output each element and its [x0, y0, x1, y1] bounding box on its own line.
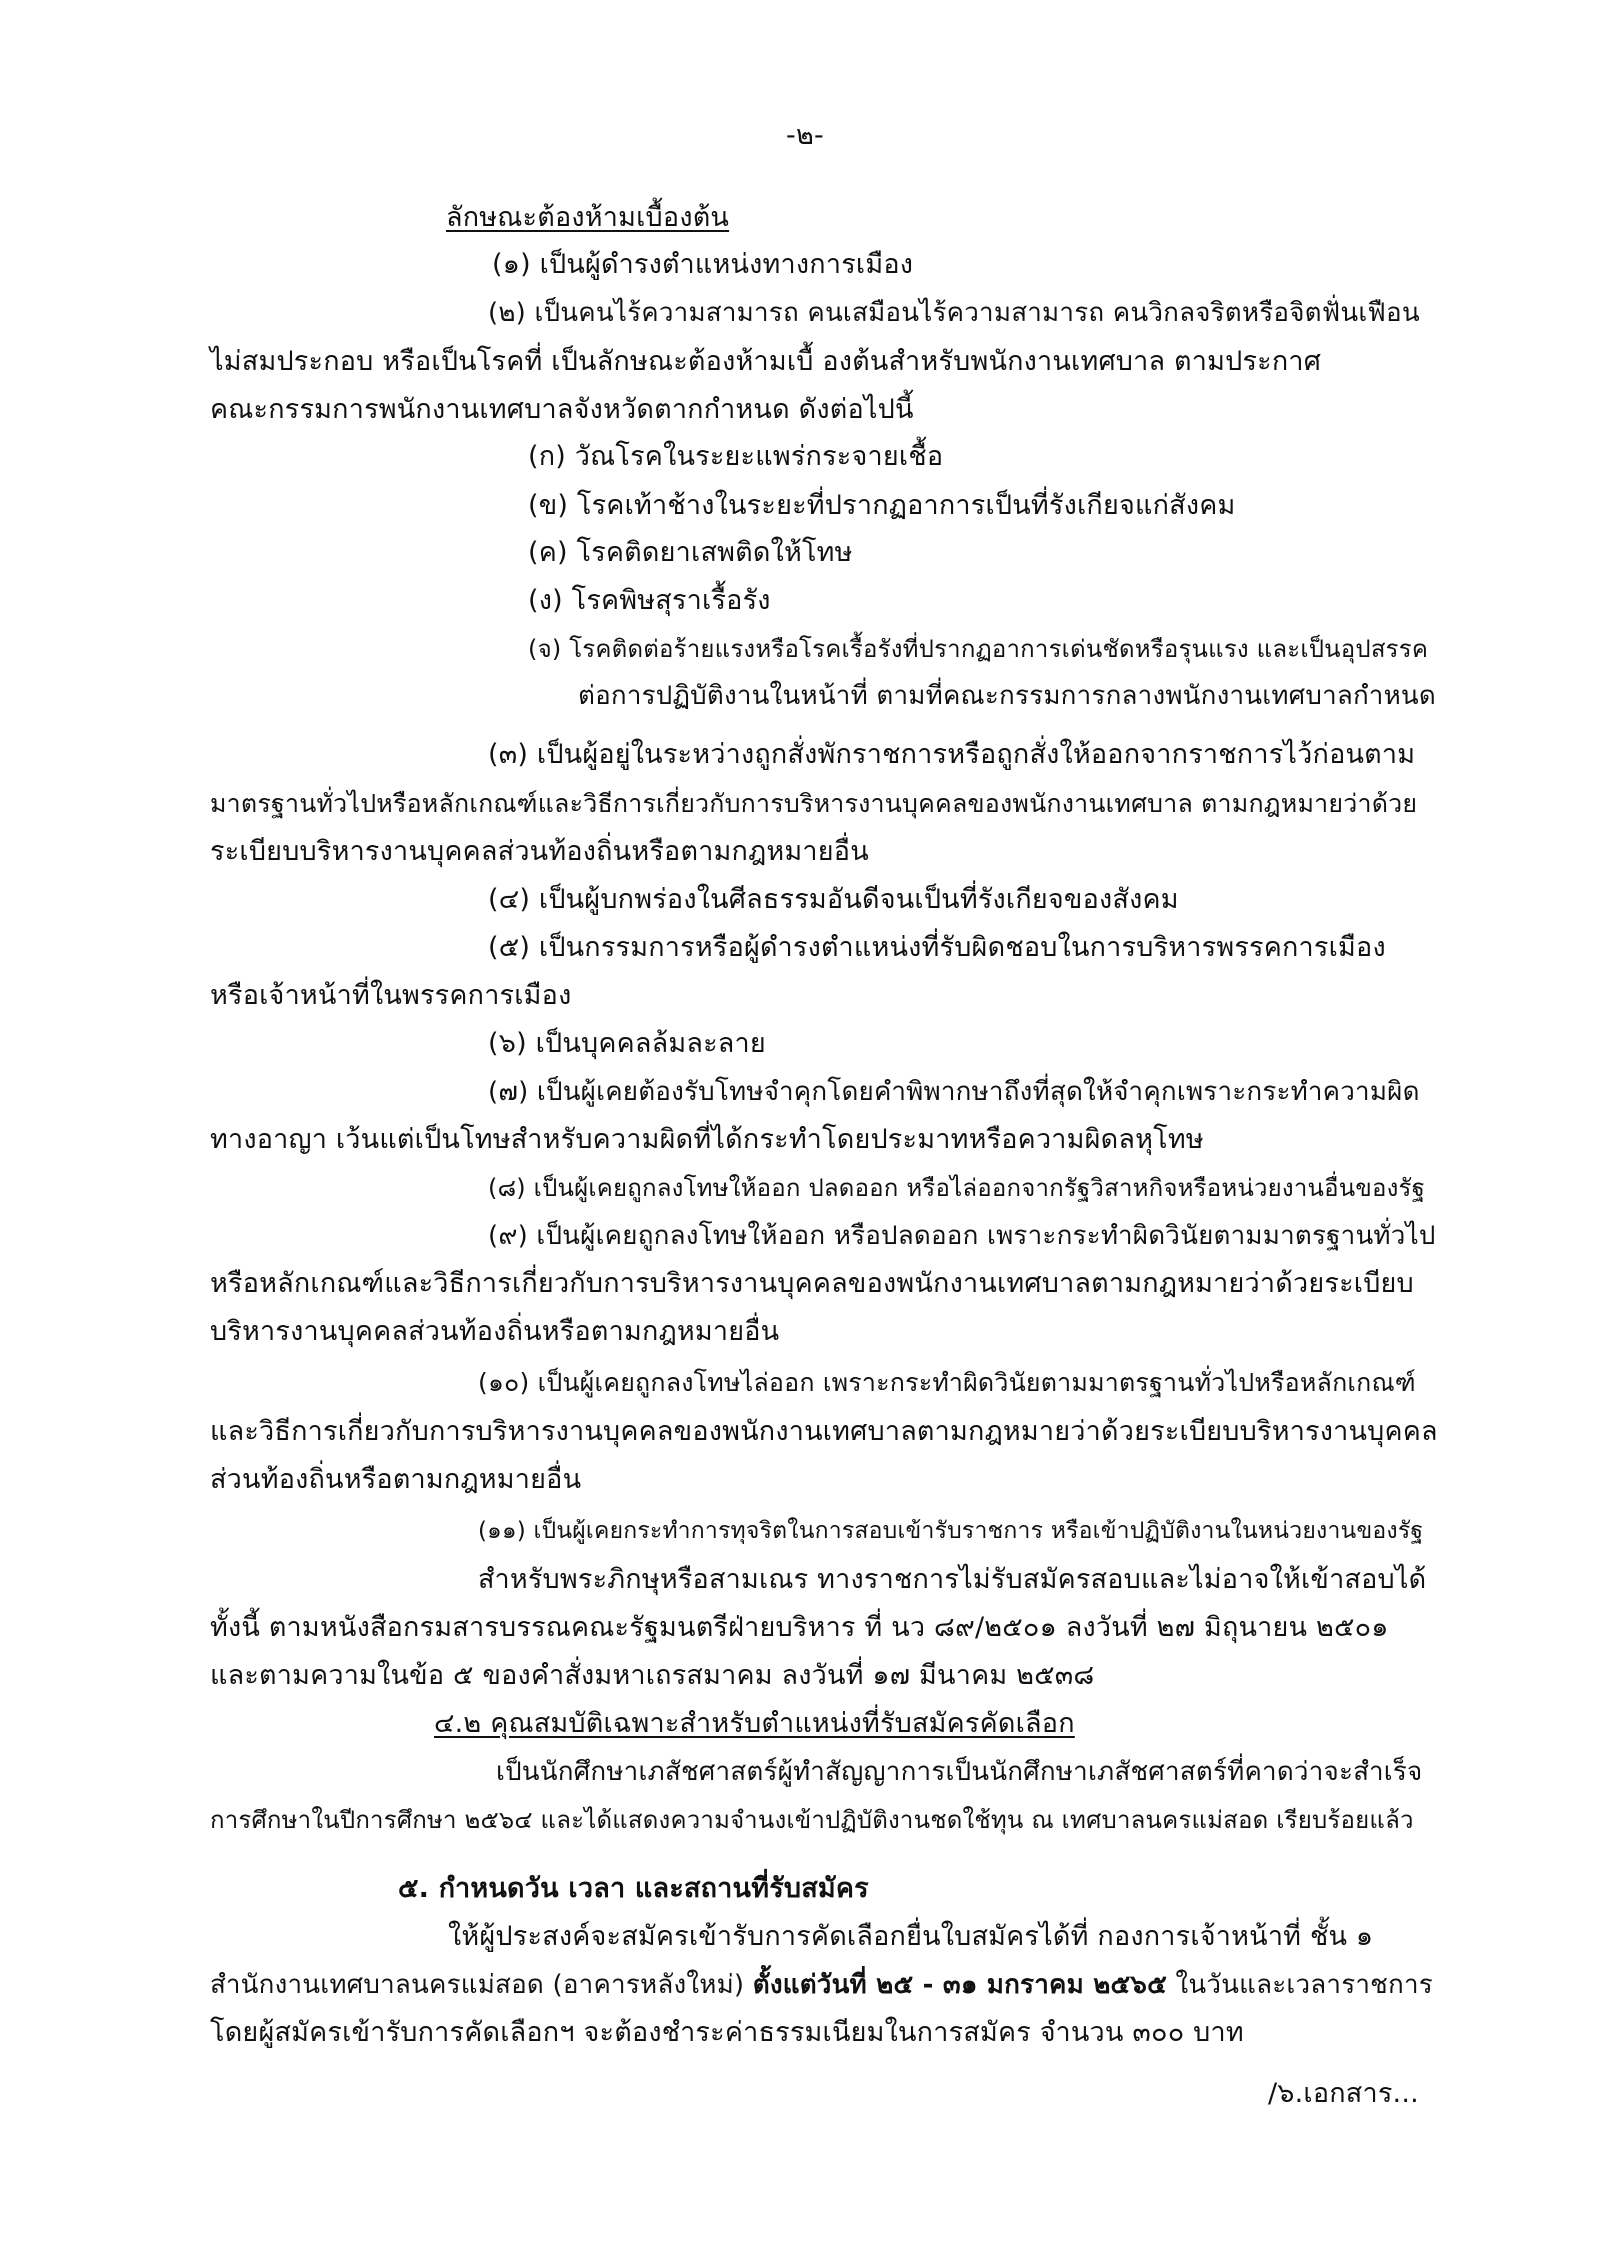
- disease-e: (จ) โรคติดต่อร้ายแรงหรือโรคเรื้อรังที่ปรากฏอาการเด่นชัดหรือรุนแรง และเป็นอุปสรรค: [528, 635, 1429, 663]
- section-5-line-1: ให้ผู้ประสงค์จะสมัครเข้ารับการคัดเลือกยื่นใบสมัครได้ที่ กองการเจ้าหน้าที่ ชั้น ๑: [448, 1921, 1374, 1952]
- section-4-2-line-1: เป็นนักศึกษาเภสัชศาสตร์ผู้ทำสัญญาการเป็นนักศึกษาเภสัชศาสตร์ที่คาดว่าจะสำเร็จ: [496, 1757, 1423, 1787]
- monks-line-3: และตามความในข้อ ๕ ของคำสั่งมหาเถรสมาคม ลงวันที่ ๑๗ มีนาคม ๒๕๓๘: [210, 1660, 1095, 1691]
- section-5-line-2-post: ในวันและเวลาราชการ: [1167, 1970, 1433, 2000]
- item-3-line-1: (๓) เป็นผู้อยู่ในระหว่างถูกสั่งพักราชการหรือถูกสั่งให้ออกจากราชการไว้ก่อนตาม: [488, 739, 1416, 770]
- page-number: -๒-: [786, 120, 824, 151]
- section-4-2-line-2: การศึกษาในปีการศึกษา ๒๕๖๔ และได้แสดงความจำนงเข้าปฏิบัติงานชดใช้ทุน ณ เทศบาลนครแม่สอด เรียบร้อยแล้ว: [210, 1806, 1414, 1834]
- disease-d: (ง) โรคพิษสุราเรื้อรัง: [528, 585, 771, 616]
- section-5-line-2-pre: สำนักงานเทศบาลนครแม่สอด (อาคารหลังใหม่): [210, 1970, 753, 2000]
- disease-c: (ค) โรคติดยาเสพติดให้โทษ: [528, 537, 853, 568]
- item-10-line-1: (๑๐) เป็นผู้เคยถูกลงโทษไล่ออก เพราะกระทำผิดวินัยตามมาตรฐานทั่วไปหรือหลักเกณฑ์: [478, 1368, 1416, 1397]
- item-4: (๔) เป็นผู้บกพร่องในศีลธรรมอันดีจนเป็นที่รังเกียจของสังคม: [488, 884, 1179, 915]
- item-2-line-2: ไม่สมประกอบ หรือเป็นโรคที่ เป็นลักษณะต้องห้ามเบื้ องต้นสำหรับพนักงานเทศบาล ตามประกาศ: [210, 346, 1322, 377]
- disease-b: (ข) โรคเท้าช้างในระยะที่ปรากฏอาการเป็นที่รังเกียจแก่สังคม: [528, 490, 1236, 521]
- item-6: (๖) เป็นบุคคลล้มละลาย: [488, 1028, 766, 1059]
- item-3-line-2: มาตรฐานทั่วไปหรือหลักเกณฑ์และวิธีการเกี่ยวกับการบริหารงานบุคคลของพนักงานเทศบาล ตามกฎหมายว่าด้วย: [210, 789, 1418, 818]
- section-5-line-2: [210, 1965, 1433, 2005]
- item-7-line-2: ทางอาญา เว้นแต่เป็นโทษสำหรับความผิดที่ได้กระทำโดยประมาทหรือความผิดลหุโทษ: [210, 1124, 1204, 1155]
- section-5-heading: ๕. กำหนดวัน เวลา และสถานที่รับสมัคร: [398, 1873, 869, 1904]
- application-dates: ตั้งแต่วันที่ ๒๕ - ๓๑ มกราคม ๒๕๖๕: [752, 1970, 1168, 2000]
- item-9-line-1: (๙) เป็นผู้เคยถูกลงโทษให้ออก หรือปลดออก เพราะกระทำผิดวินัยตามมาตรฐานทั่วไป: [488, 1221, 1436, 1251]
- continuation-marker: /๖.เอกสาร...: [1268, 2078, 1419, 2109]
- item-2-line-3: คณะกรรมการพนักงานเทศบาลจังหวัดตากกำหนด ดังต่อไปนี้: [210, 394, 914, 425]
- item-10-line-3: ส่วนท้องถิ่นหรือตามกฎหมายอื่น: [210, 1464, 582, 1495]
- item-2-line-1: (๒) เป็นคนไร้ความสามารถ คนเสมือนไร้ความสามารถ คนวิกลจริตหรือจิตฟั่นเฟือน: [488, 298, 1420, 328]
- item-5-line-2: หรือเจ้าหน้าที่ในพรรคการเมือง: [210, 980, 572, 1011]
- item-8: (๘) เป็นผู้เคยถูกลงโทษให้ออก ปลดออก หรือไล่ออกจากรัฐวิสาหกิจหรือหน่วยงานอื่นของรัฐ: [488, 1174, 1426, 1202]
- disease-e-continued: ต่อการปฏิบัติงานในหน้าที่ ตามที่คณะกรรมการกลางพนักงานเทศบาลกำหนด: [578, 681, 1436, 711]
- disease-a: (ก) วัณโรคในระยะแพร่กระจายเชื้อ: [528, 441, 944, 472]
- disqualifications-heading: ลักษณะต้องห้ามเบื้องต้น: [446, 202, 730, 233]
- monks-line-2: ทั้งนี้ ตามหนังสือกรมสารบรรณคณะรัฐมนตรีฝ่ายบริหาร ที่ นว ๘๙/๒๕๐๑ ลงวันที่ ๒๗ มิถุนายน ๒๕๐๑: [210, 1612, 1389, 1643]
- item-9-line-2: หรือหลักเกณฑ์และวิธีการเกี่ยวกับการบริหารงานบุคคลของพนักงานเทศบาลตามกฎหมายว่าด้วยระเบียบ: [210, 1268, 1414, 1299]
- monks-line-1: สำหรับพระภิกษุหรือสามเณร ทางราชการไม่รับสมัครสอบและไม่อาจให้เข้าสอบได้: [478, 1564, 1427, 1595]
- section-5-line-3: โดยผู้สมัครเข้ารับการคัดเลือกฯ จะต้องชำระค่าธรรมเนียมในการสมัคร จำนวน ๓๐๐ บาท: [210, 2017, 1244, 2048]
- item-3-line-3: ระเบียบบริหารงานบุคคลส่วนท้องถิ่นหรือตามกฎหมายอื่น: [210, 836, 869, 867]
- item-9-line-3: บริหารงานบุคคลส่วนท้องถิ่นหรือตามกฎหมายอื่น: [210, 1316, 780, 1347]
- section-4-2-heading: ๔.๒ คุณสมบัติเฉพาะสำหรับตำแหน่งที่รับสมัครคัดเลือก: [434, 1708, 1075, 1739]
- item-5-line-1: (๕) เป็นกรรมการหรือผู้ดำรงตำแหน่งที่รับผิดชอบในการบริหารพรรคการเมือง: [488, 932, 1386, 963]
- item-11: (๑๑) เป็นผู้เคยกระทำการทุจริตในการสอบเข้ารับราชการ หรือเข้าปฏิบัติงานในหน่วยงานของรัฐ: [478, 1518, 1424, 1544]
- item-7-line-1: (๗) เป็นผู้เคยต้องรับโทษจำคุกโดยคำพิพากษาถึงที่สุดให้จำคุกเพราะกระทำความผิด: [488, 1077, 1420, 1107]
- item-1: (๑) เป็นผู้ดำรงตำแหน่งทางการเมือง: [492, 249, 914, 280]
- item-10-line-2: และวิธีการเกี่ยวกับการบริหารงานบุคคลของพนักงานเทศบาลตามกฎหมายว่าด้วยระเบียบบริหารงานบุคคล: [210, 1416, 1438, 1447]
